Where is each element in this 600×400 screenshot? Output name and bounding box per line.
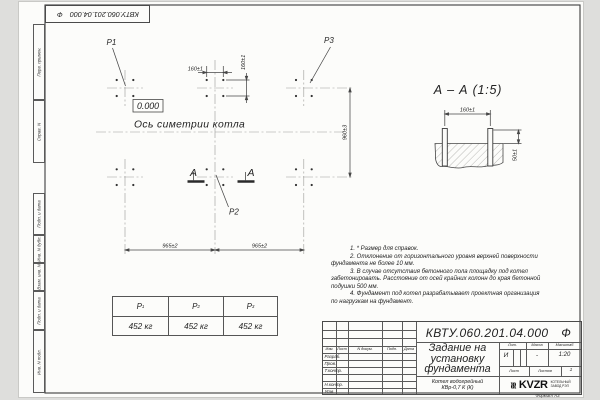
- kvzr-logo-icon: ≋: [508, 381, 519, 389]
- p-symbol: Р: [136, 302, 142, 311]
- company-name-line: КОТЕЛЬНЫЙ: [550, 380, 571, 385]
- title-line: Задание на: [428, 342, 487, 354]
- axis-label: Ось симетрии котла: [134, 119, 246, 131]
- note-line: 3. В случае отсутствия бетонного пола площадку под котел: [350, 268, 528, 275]
- p-subscript: 2: [197, 304, 200, 309]
- sidebar-label: Взам. инв. N: [36, 264, 42, 290]
- sidebar-cell-inv-podl: [33, 330, 45, 393]
- section-dim-50: 50±1: [512, 148, 519, 162]
- section-title: А – А (1:5): [433, 83, 503, 97]
- load-point-label-p1: Р1: [106, 38, 117, 47]
- section-letter-left: А: [189, 167, 198, 179]
- product-line: КВр-0,7 К (К): [441, 385, 474, 392]
- anchor-bolt-right: [488, 129, 493, 167]
- technical-notes: [331, 246, 571, 306]
- title-block: [322, 321, 582, 395]
- col-ndokum: N докум.: [357, 347, 373, 351]
- dim-160-horizontal: 160±1: [187, 66, 203, 73]
- format-label: Формат А3: [535, 393, 560, 398]
- col-list: Лист: [337, 347, 347, 351]
- dim-960: 960±3: [342, 124, 349, 141]
- load-table-header-p2: [168, 297, 223, 317]
- mass-label: Масса: [531, 343, 543, 347]
- col-podp: Подп.: [386, 347, 398, 351]
- mass-value: -: [535, 352, 539, 359]
- sidebar-cell-podp-data-2: [33, 291, 45, 330]
- top-document-number-stamp: [45, 5, 150, 23]
- scale-label: Масштаб: [555, 343, 574, 347]
- load-point-label-p3: Р3: [324, 36, 334, 45]
- document-number: КВТУ.060.201.04.000 Ф: [425, 326, 572, 340]
- p-symbol: Р: [192, 302, 198, 311]
- lit-value: И: [503, 352, 509, 359]
- product-line: Котел водогрейный: [431, 379, 484, 385]
- sidebar-cell-perv-primen: [33, 24, 45, 100]
- anchor-bolt-dots: [116, 79, 313, 186]
- load-value-p1: 452 кг: [128, 322, 153, 331]
- p-symbol: Р: [246, 302, 252, 311]
- title-line: фундамента: [424, 363, 491, 376]
- note-line: подушки 500 мм.: [331, 283, 379, 290]
- anchor-bolt-left: [442, 129, 447, 167]
- scale-value: 1:20: [558, 352, 571, 358]
- load-value-p2: 452 кг: [168, 317, 223, 336]
- sidebar-label: Подп. и дата: [36, 296, 42, 325]
- dim-965-right: 965±2: [251, 243, 268, 250]
- lit-label: Лит.: [508, 343, 517, 347]
- col-data: Дата: [403, 347, 415, 351]
- note-line: фундамента не более 10 мм.: [331, 261, 415, 268]
- company-logo-block: [499, 376, 581, 394]
- sidebar-label: Подп. и дата: [36, 200, 42, 228]
- note-line: 4. Фундамент под котел разрабатывает проектная организация: [350, 291, 540, 298]
- note-line: 1. * Размер для справок.: [350, 246, 419, 252]
- row-tkontr: Т.контр.: [324, 368, 343, 373]
- top-document-number: КВТУ.060.201.04.000 Ф: [56, 9, 139, 19]
- load-table-header-p1: [113, 297, 168, 317]
- sidebar-cell-inv-dubl: [33, 235, 45, 263]
- section-dim-160: 160±1: [459, 107, 476, 114]
- row-prov: Пров.: [324, 361, 337, 366]
- load-table: [112, 296, 278, 336]
- sidebar-cell-podp-data-1: [33, 193, 45, 235]
- sidebar-cell-vzam-inv: [33, 263, 45, 291]
- sidebar-label: Инв. N подл.: [36, 348, 42, 375]
- load-value-p3: 452 кг: [223, 317, 277, 336]
- col-izm: Изм.: [325, 347, 334, 351]
- sidebar-label: Перв. примен.: [36, 47, 42, 77]
- title-line: установку: [430, 352, 485, 365]
- dim-160-vertical: 160±1: [241, 54, 247, 70]
- centerlines: [96, 60, 354, 254]
- company-name-line: ЗАВОД РЭП: [550, 384, 569, 388]
- sheet-label: Лист: [509, 368, 519, 373]
- section-letter-right: А: [247, 167, 255, 179]
- kvzr-logo-text: KVZR: [518, 379, 548, 391]
- company-name: [551, 381, 571, 388]
- product-name: [416, 379, 499, 391]
- level-value: 0.000: [136, 101, 160, 111]
- sheets-value: 1: [569, 368, 573, 373]
- load-point-label-p2: Р2: [229, 207, 239, 217]
- sidebar-label: Инв. N дубл.: [36, 236, 42, 262]
- document-title: [416, 343, 499, 376]
- note-line: 2. Отклонение от горизонтального уровня верхней поверхности: [350, 253, 538, 260]
- sheets-label: Листов: [538, 368, 552, 373]
- dim-965-left: 965±2: [162, 243, 178, 250]
- row-utv: Утв.: [324, 389, 335, 394]
- p-subscript: 3: [251, 304, 255, 309]
- sidebar-cell-sprav-n: [33, 100, 45, 163]
- note-line: по нагрузкам на фундамент.: [331, 298, 414, 305]
- note-line: забетонировать. Расстояние от осей крайних колонн до края бетонной: [331, 276, 541, 283]
- load-table-header-p3: [223, 297, 277, 317]
- row-nkontr: Н.контр.: [324, 382, 344, 387]
- row-razrab: Разраб.: [324, 354, 341, 359]
- section-detail: [435, 129, 503, 169]
- p-subscript: 1: [141, 304, 145, 309]
- sidebar-label: Справ. N: [36, 122, 42, 141]
